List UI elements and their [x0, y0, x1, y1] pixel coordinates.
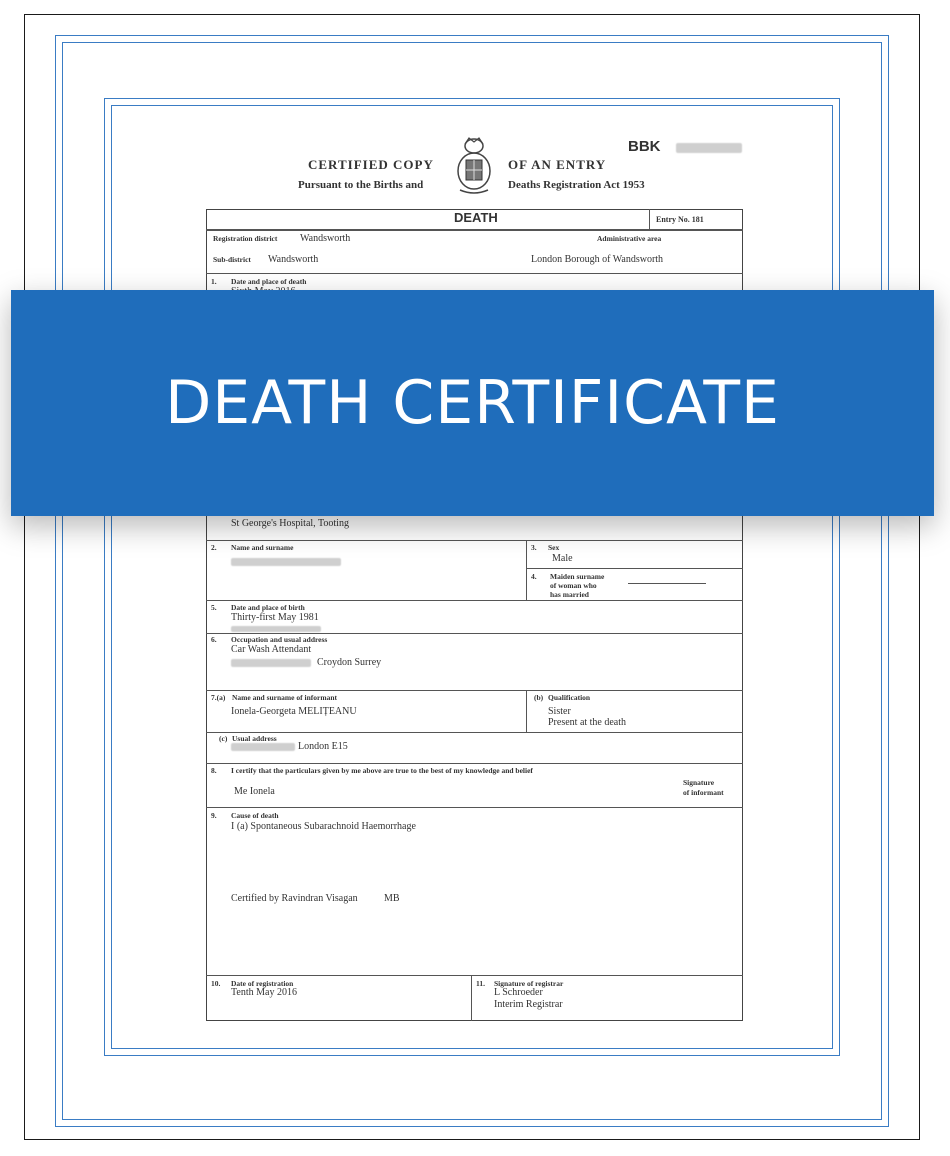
royal-crest-icon: [454, 136, 494, 196]
field-3-value: Male: [552, 553, 573, 564]
field-11-value-1: L Schroeder: [494, 987, 543, 998]
field-1-label: Date and place of death: [231, 277, 307, 286]
field-6-address: Croydon Surrey: [317, 657, 382, 668]
sub-district-value: Wandsworth: [268, 254, 319, 265]
field-9-certified: Certified by Ravindran Visagan: [231, 893, 358, 904]
field-6-number: 6.: [211, 635, 217, 644]
field-9-number: 9.: [211, 811, 217, 820]
field-10-value: Tenth May 2016: [231, 987, 297, 998]
field-6-label: Occupation and usual address: [231, 635, 328, 644]
field-11-label: Signature of registrar: [494, 979, 564, 988]
field-4-number: 4.: [531, 572, 537, 581]
field-7b-number: (b): [534, 693, 544, 702]
registration-district-value: Wandsworth: [300, 233, 351, 244]
field-2-number: 2.: [211, 543, 217, 552]
field-7b-value-1: Sister: [548, 706, 571, 717]
field-1-number: 1.: [211, 277, 217, 286]
redacted-serial: [676, 143, 742, 153]
field-4-label-2: of woman who: [550, 581, 597, 590]
field-8-value: Me Ionela: [234, 786, 275, 797]
field-5-label: Date and place of birth: [231, 603, 305, 612]
field-7b-label: Qualification: [548, 693, 591, 702]
serial-number: BBK: [628, 138, 661, 155]
field-11-value-2: Interim Registrar: [494, 999, 563, 1010]
field-1-place: St George's Hospital, Tooting: [231, 518, 349, 529]
field-5-number: 5.: [211, 603, 217, 612]
sub-district-label: Sub-district: [213, 255, 251, 264]
field-9-mb: MB: [384, 893, 400, 904]
field-3-label: Sex: [548, 543, 560, 552]
field-7a-label: Name and surname of informant: [232, 693, 337, 702]
redacted-address: [231, 659, 311, 667]
subheading-right: Deaths Registration Act 1953: [508, 179, 645, 191]
field-9-label: Cause of death: [231, 811, 279, 820]
redacted-birthplace: [231, 626, 321, 632]
field-7a-number: 7.(a): [211, 693, 226, 702]
registration-district-label: Registration district: [213, 234, 278, 243]
field-4-label-1: Maiden surname: [550, 572, 605, 581]
field-5-value: Thirty-first May 1981: [231, 612, 319, 623]
field-10-number: 10.: [211, 979, 221, 988]
field-9-value: I (a) Spontaneous Subarachnoid Haemorrhage: [231, 821, 416, 832]
field-10-label: Date of registration: [231, 979, 294, 988]
field-7c-value: London E15: [298, 741, 348, 752]
field-8-signature-2: of informant: [683, 788, 724, 797]
field-8-number: 8.: [211, 766, 217, 775]
field-2-label: Name and surname: [231, 543, 294, 552]
form-title: DEATH: [454, 210, 498, 225]
field-8-label: I certify that the particulars given by me above are true to the best of my knowledge and belief: [231, 766, 533, 775]
banner-title: DEATH CERTIFICATE: [165, 368, 780, 438]
subheading-left: Pursuant to the Births and: [298, 179, 424, 191]
redacted-informant-address: [231, 743, 295, 751]
field-4-label-3: has married: [550, 590, 589, 599]
field-7c-number: (c): [219, 734, 228, 743]
administrative-area-label: Administrative area: [597, 234, 662, 243]
title-banner: [11, 290, 934, 516]
field-7c-label: Usual address: [232, 734, 277, 743]
field-3-number: 3.: [531, 543, 537, 552]
entry-number: Entry No. 181: [656, 215, 704, 224]
heading-right: OF AN ENTRY: [508, 157, 607, 172]
field-6-occupation: Car Wash Attendant: [231, 644, 312, 655]
field-7b-value-2: Present at the death: [548, 717, 627, 728]
administrative-area-value: London Borough of Wandsworth: [531, 254, 664, 265]
field-8-signature-1: Signature: [683, 778, 715, 787]
field-11-number: 11.: [476, 979, 485, 988]
redacted-name: [231, 558, 341, 566]
heading-left: CERTIFIED COPY: [308, 157, 434, 172]
field-7a-value: Ionela-Georgeta MELIȚEANU: [231, 706, 357, 717]
